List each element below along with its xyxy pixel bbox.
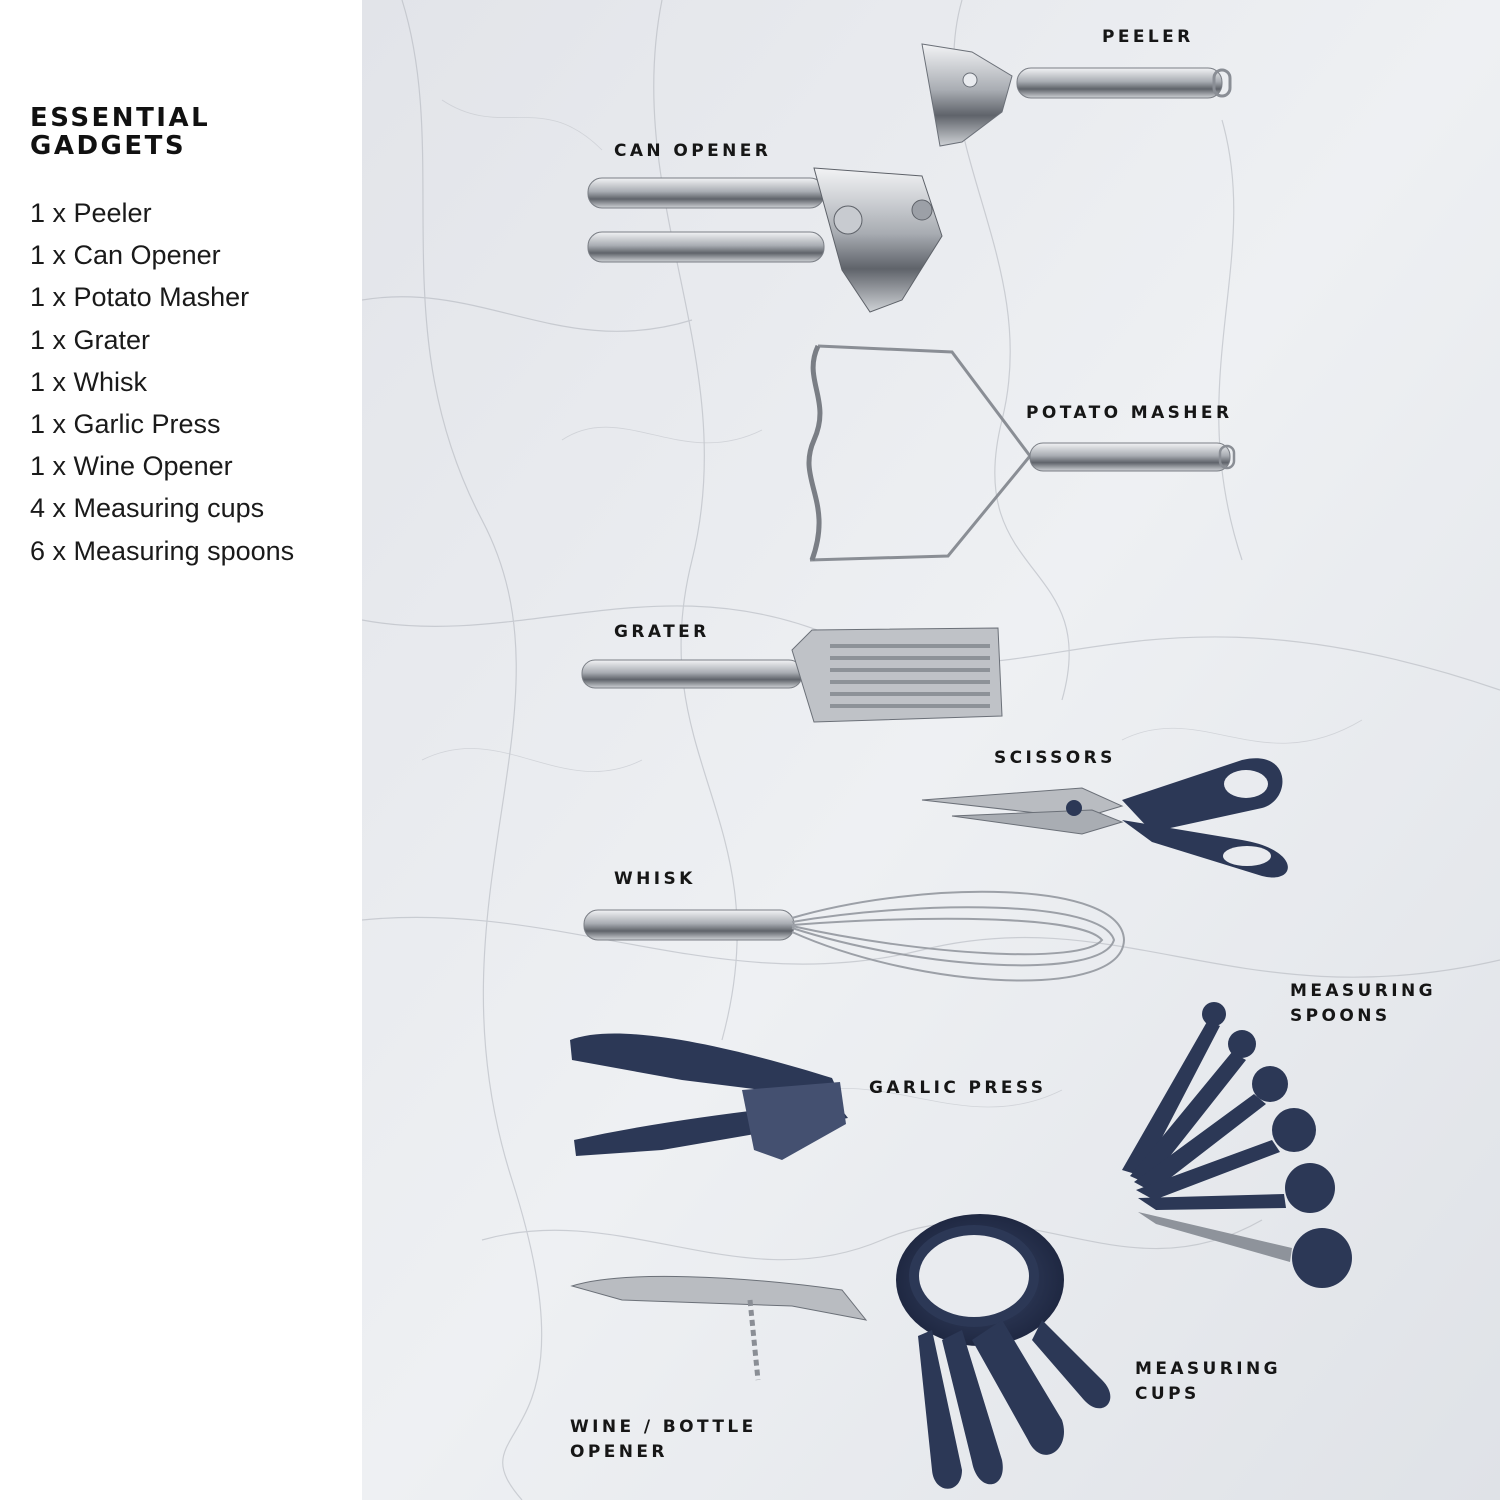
list-item: 1 x Wine Opener <box>30 451 233 482</box>
label-wine-opener-line-2: OPENER <box>570 1442 668 1462</box>
label-whisk: WHISK <box>614 869 696 889</box>
label-measuring-cups-line-1: MEASURING <box>1135 1359 1281 1379</box>
label-garlic-press: GARLIC PRESS <box>869 1078 1047 1098</box>
label-measuring-cups <box>1135 1357 1281 1407</box>
page-heading <box>30 104 210 160</box>
heading-line-2: GADGETS <box>30 131 187 161</box>
label-grater: GRATER <box>614 622 710 642</box>
marble-background <box>362 0 1500 1500</box>
contents-list <box>30 192 294 572</box>
list-item: 1 x Grater <box>30 324 151 355</box>
label-wine-opener-line-1: WINE / BOTTLE <box>570 1417 757 1437</box>
label-measuring-cups-line-2: CUPS <box>1135 1384 1200 1404</box>
sidebar-panel <box>0 0 362 1500</box>
list-item: 1 x Peeler <box>30 198 152 228</box>
label-peeler: PEELER <box>1102 27 1194 47</box>
label-can-opener: CAN OPENER <box>614 141 772 161</box>
list-item: 1 x Potato Masher <box>30 282 250 313</box>
list-item: 1 x Garlic Press <box>30 409 221 440</box>
label-scissors: SCISSORS <box>994 748 1116 768</box>
label-potato-masher: POTATO MASHER <box>1026 403 1233 423</box>
list-item: 1 x Whisk <box>30 366 148 397</box>
label-wine-opener <box>570 1415 757 1465</box>
label-measuring-spoons-line-2: SPOONS <box>1290 1006 1391 1026</box>
label-measuring-spoons-line-1: MEASURING <box>1290 981 1436 1001</box>
list-item: 1 x Can Opener <box>30 240 221 271</box>
product-photo <box>362 0 1500 1500</box>
heading-line-1: ESSENTIAL <box>30 103 211 133</box>
label-measuring-spoons <box>1290 979 1436 1029</box>
list-item: 6 x Measuring spoons <box>30 535 295 566</box>
list-item: 4 x Measuring cups <box>30 493 265 524</box>
